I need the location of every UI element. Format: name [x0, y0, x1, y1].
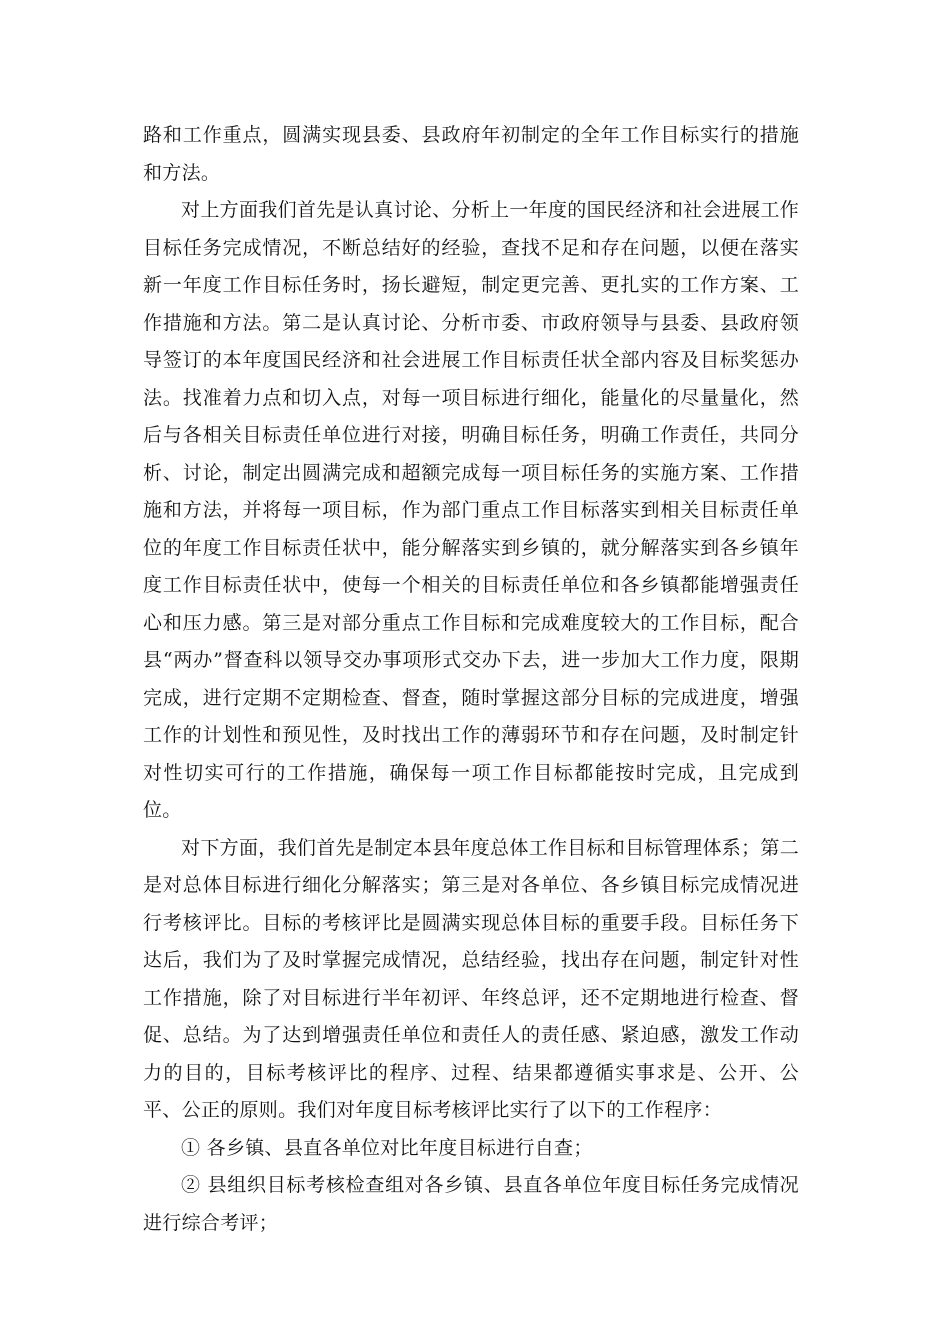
list-item-step-2: ② 县组织目标考核检查组对各乡镇、县直各单位年度目标任务完成情况进行综合考评；: [143, 1174, 799, 1234]
list-item-step-1: ① 各乡镇、县直各单位对比年度目标进行自查；: [181, 1136, 593, 1159]
paragraph-continuation: 路和工作重点，圆满实现县委、县政府年初制定的全年工作目标实行的措施和方法。: [143, 124, 799, 184]
paragraph-upper-level-work: 对上方面我们首先是认真讨论、分析上一年度的国民经济和社会进展工作目标任务完成情况，不断总结好的经验，查找不足和存在问题，以便在落实新一年度工作目标任务时，扬长避短，制定更完善、更扎实的工作方案、工作措施和方法。第二是认真讨论、分析市委、市政府领导与县委、县政府领导签订的本年度国民经济和社会进展工作目标责任状全部内容及目标奖惩办法。找准着力点和切入点，对每一项目标进行细化，能量化的尽量量化，然后与各相关目标责任单位进行对接，明确目标任务，明确工作责任，共同分析、讨论，制定出圆满完成和超额完成每一项目标任务的实施方案、工作措施和方法，并将每一项目标，作为部门重点工作目标落实到相关目标责任单位的年度工作目标责任状中，能分解落实到乡镇的，就分解落实到各乡镇年度工作目标责任状中，使每一个相关的目标责任单位和各乡镇都能增强责任心和压力感。第三是对部分重点工作目标和完成难度较大的工作目标，配合县“两办”督查科以领导交办事项形式交办下去，进一步加大工作力度，限期完成，进行定期不定期检查、督查，随时掌握这部分目标的完成进度，增强工作的计划性和预见性，及时找出工作的薄弱环节和存在问题，及时制定针对性切实可行的工作措施，确保每一项工作目标都能按时完成，且完成到位。: [143, 199, 799, 821]
paragraph-lower-level-work: 对下方面，我们首先是制定本县年度总体工作目标和目标管理体系；第二是对总体目标进行细化分解落实；第三是对各单位、各乡镇目标完成情况进行考核评比。目标的考核评比是圆满实现总体目标的重要手段。目标任务下达后，我们为了及时掌握完成情况，总结经验，找出存在问题，制定针对性工作措施，除了对目标进行半年初评、年终总评，还不定期地进行检查、督促、总结。为了达到增强责任单位和责任人的责任感、紧迫感，激发工作动力的目的，目标考核评比的程序、过程、结果都遵循实事求是、公开、公平、公正的原则。我们对年度目标考核评比实行了以下的工作程序：: [143, 836, 799, 1121]
document-body: [143, 117, 799, 1242]
